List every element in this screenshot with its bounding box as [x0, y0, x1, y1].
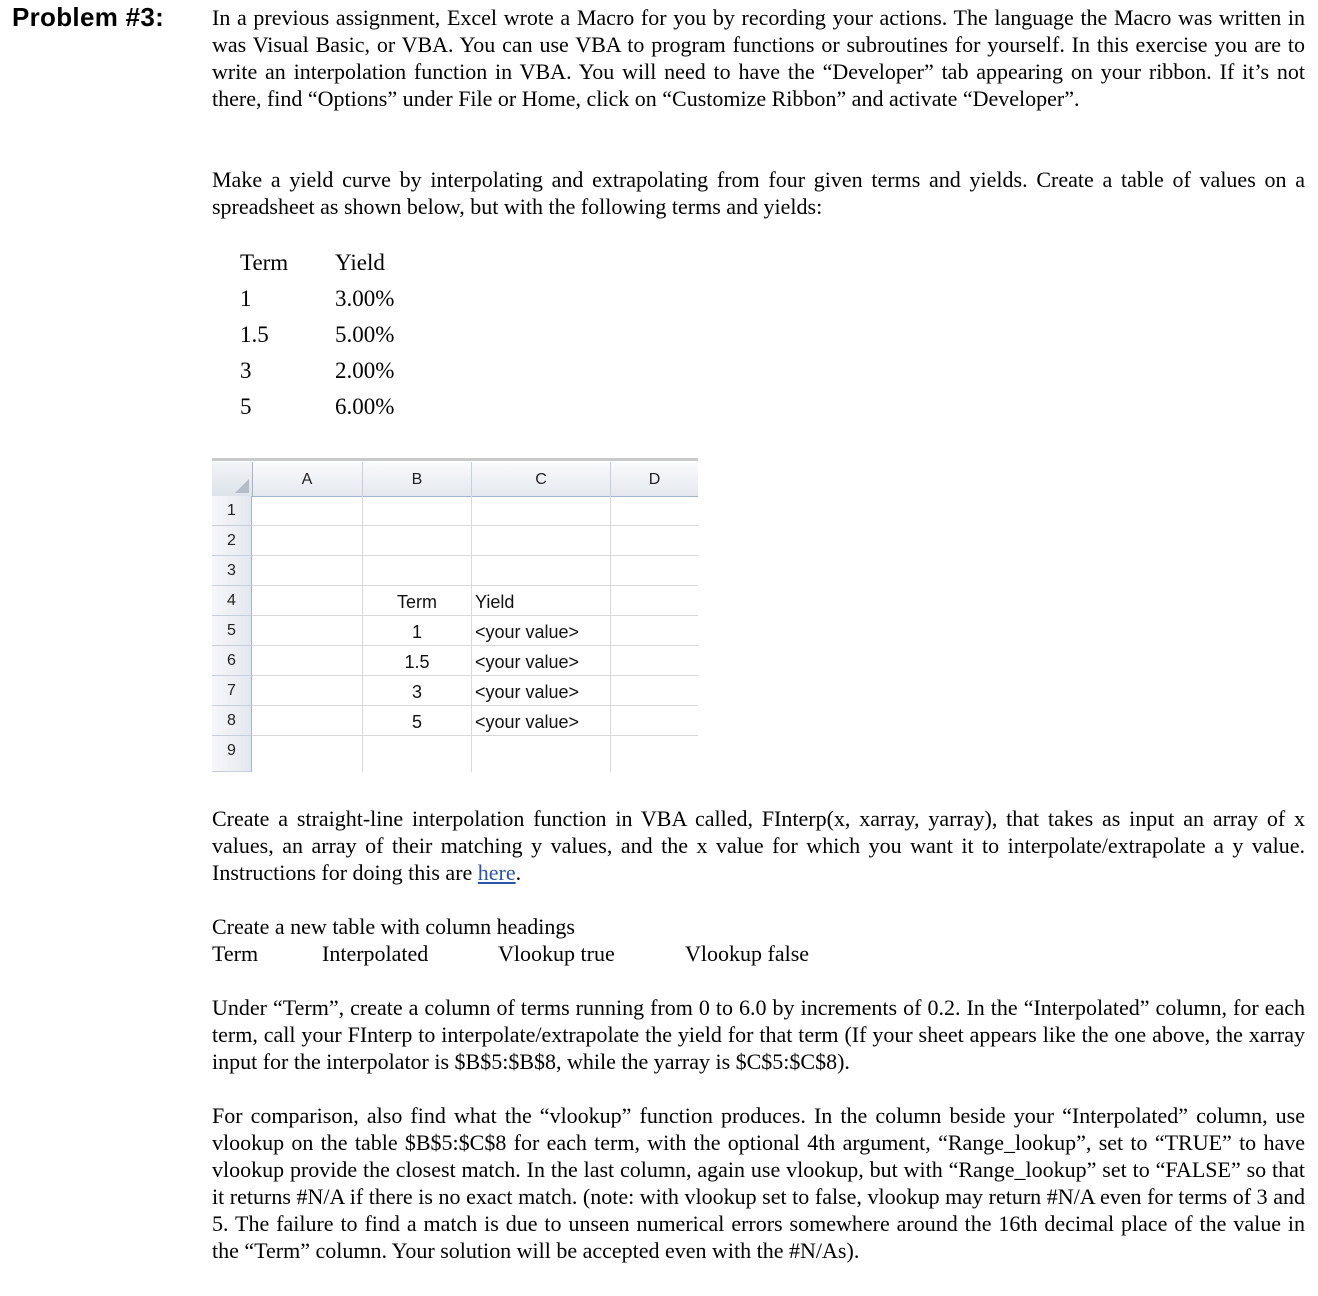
row-header-3: 3: [212, 556, 252, 586]
yield-value: 3.00%: [335, 286, 395, 311]
cell-b5-term[interactable]: 1: [411, 622, 422, 642]
heading-term: Term: [212, 941, 259, 966]
yield-value: 5.00%: [335, 322, 395, 347]
grid-line: [610, 496, 611, 772]
cell-c6-yield[interactable]: <your value>: [475, 652, 580, 672]
cell-c8-yield[interactable]: <your value>: [475, 712, 580, 732]
new-table-intro: Create a new table with column headings: [212, 914, 575, 939]
interpolation-function-paragraph: [212, 805, 1305, 886]
cell-b6-term[interactable]: 1.5: [404, 652, 430, 672]
paragraph-text: Create a straight-line interpolation function in VBA called, FInterp(x, xarray, yarray), that takes as input an array of x values, an array of their matching y values, and the x value for which you want it to interpolate/extrapolate a y value. Instructions for doing this are: [212, 806, 1305, 885]
row-header-4: 4: [212, 586, 252, 616]
intro-paragraph: In a previous assignment, Excel wrote a Macro for you by recording your actions. The language the Macro was written in was Visual Basic, or VBA. You can use VBA to program functions or subroutines for yourself. In this exercise you are to write an interpolation function in VBA. You will need to have the “Developer” tab appearing on your ribbon. If it’s not there, find “Options” under File or Home, click on “Customize Ribbon” and activate “Developer”.: [212, 5, 1305, 111]
heading-interpolated: Interpolated: [322, 941, 429, 966]
row-header-9: 9: [212, 736, 252, 772]
term-value: 1.5: [240, 322, 269, 347]
problem-label: Problem #3:: [12, 2, 165, 32]
heading-vlookup-true: Vlookup true: [498, 941, 615, 966]
vlookup-paragraph: For comparison, also find what the “vlookup” function produces. In the column beside your “Interpolated” column, use vlookup on the table $B$5:$C$8 for each term, with the optional 4th argument, “Range_lookup”, set to “TRUE” to have vlookup provide the closest match. In the last column, again use vlookup, but with “Range_lookup” set to “FALSE” so that it returns #N/A if there is no exact match. (note: with vlookup set to false, vlookup may return #N/A even for terms of 3 and 5. The failure to find a match is due to unseen numerical errors somewhere around the 16th decimal place of the value in the “Term” column. Your solution will be accepted even with the #N/As).: [212, 1103, 1305, 1263]
cell-c7-yield[interactable]: <your value>: [475, 682, 580, 702]
yield-curve-paragraph: Make a yield curve by interpolating and extrapolating from four given terms and yields. Create a table of values on a spreadsheet as shown below, but with the following terms and yields:: [212, 167, 1305, 219]
term-value: 3: [240, 358, 252, 383]
column-header-b: B: [363, 462, 472, 496]
cell-c5-yield[interactable]: <your value>: [475, 622, 580, 642]
select-all-corner: [212, 462, 253, 496]
term-value: 5: [240, 394, 252, 419]
cell-b4-term-header[interactable]: Term: [397, 592, 437, 612]
new-table-paragraph: [212, 913, 1305, 967]
term-header: Term: [240, 250, 289, 275]
row-header-2: 2: [212, 526, 252, 556]
heading-vlookup-false: Vlookup false: [685, 941, 810, 966]
row-header-5: 5: [212, 616, 252, 646]
instructions-link[interactable]: here: [477, 860, 516, 885]
column-header-d: D: [648, 471, 661, 488]
column-header-a: A: [252, 462, 363, 496]
term-column-paragraph: Under “Term”, create a column of terms running from 0 to 6.0 by increments of 0.2. In the “Interpolated” column, for each term, call your FInterp to interpolate/extrapolate the yield for that term (If your sheet appears like the one above, the xarray input for the interpolator is $B$5:$B$8, while the yarray is $C$5:$C$8).: [212, 995, 1305, 1074]
grid-line: [252, 555, 698, 556]
column-headings-line: [212, 940, 1305, 967]
yield-header: Yield: [335, 250, 385, 275]
row-header-8: 8: [212, 706, 252, 736]
term-value: 1: [240, 286, 252, 311]
row-header-7: 7: [212, 676, 252, 706]
yield-value: 2.00%: [335, 358, 395, 383]
sheet-top-border: [212, 458, 698, 461]
row-header-6: 6: [212, 646, 252, 676]
paragraph-end: .: [515, 860, 522, 885]
column-header-c: C: [472, 462, 611, 496]
yield-value: 6.00%: [335, 394, 395, 419]
grid-line: [252, 525, 698, 526]
row-header-1: 1: [212, 496, 252, 526]
cell-b7-term[interactable]: 3: [411, 682, 422, 702]
cell-b8-term[interactable]: 5: [411, 712, 422, 732]
column-header-row: [212, 462, 698, 497]
cell-c4-yield-header[interactable]: Yield: [475, 592, 515, 612]
spreadsheet-screenshot: [212, 462, 698, 772]
